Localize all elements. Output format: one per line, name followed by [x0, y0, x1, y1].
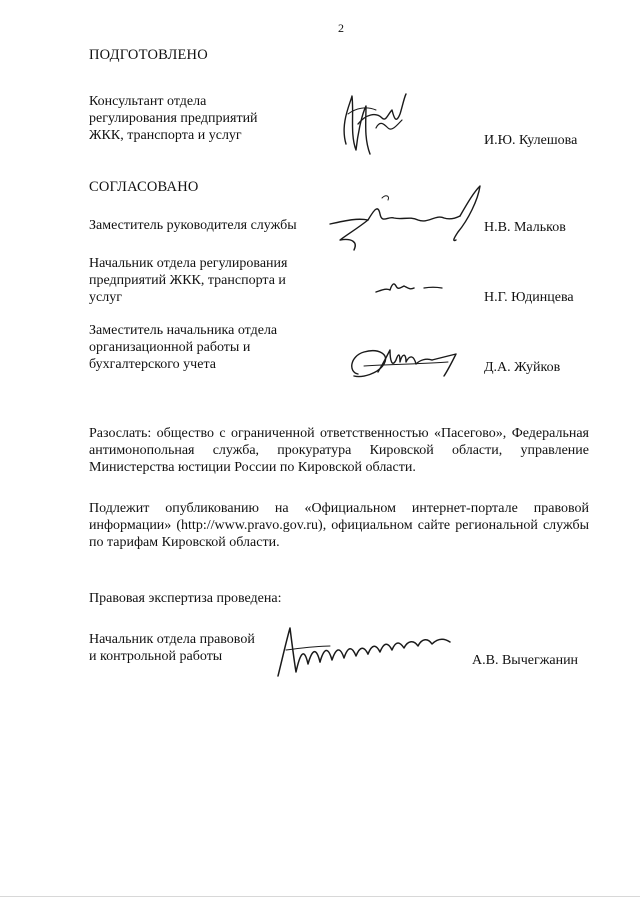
legal-review-position: Начальник отдела правовой и контрольной работы: [89, 632, 255, 664]
approved-heading: СОГЛАСОВАНО: [89, 179, 199, 195]
signature-malkov: [318, 180, 488, 260]
scan-edge-line: [0, 896, 640, 897]
signature-vychegzhanin: [272, 620, 462, 682]
approved-signer-2-position: Начальник отдела регулирования предприятий ЖКК, транспорта и услуг: [89, 256, 288, 305]
signature-zhuykov: [344, 344, 462, 384]
approved-signer-1-position: Заместитель руководителя службы: [89, 218, 297, 233]
distribution-text: Разослать: общество с ограниченной ответственностью «Пасегово», Федеральная антимонопольная служба, прокуратура Кировской области, управление Министерства юстиции России по Кировской области.: [89, 426, 589, 475]
approved-signer-3-position: Заместитель начальника отдела организационной работы и бухгалтерского учета: [89, 323, 278, 372]
prepared-signer-name: И.Ю. Кулешова: [484, 133, 578, 148]
legal-review-heading: Правовая экспертиза проведена:: [89, 591, 282, 606]
approved-signer-3-name: Д.А. Жуйков: [484, 360, 561, 375]
prepared-signer-position: Консультант отдела регулирования предприятий ЖКК, транспорта и услуг: [89, 94, 258, 143]
signature-kuleshova: [336, 84, 416, 164]
page-number: 2: [338, 21, 344, 35]
signature-yudintseva: [372, 276, 452, 300]
approved-signer-1-name: Н.В. Мальков: [484, 220, 566, 235]
publication-text: Подлежит опубликованию на «Официальном интернет-портале правовой информации» (http://www.pravo.gov.ru), официальном сайте региональной службы по тарифам Кировской области.: [89, 501, 589, 550]
prepared-heading: ПОДГОТОВЛЕНО: [89, 47, 208, 63]
approved-signer-2-name: Н.Г. Юдинцева: [484, 290, 574, 305]
legal-review-name: А.В. Вычегжанин: [472, 653, 579, 668]
